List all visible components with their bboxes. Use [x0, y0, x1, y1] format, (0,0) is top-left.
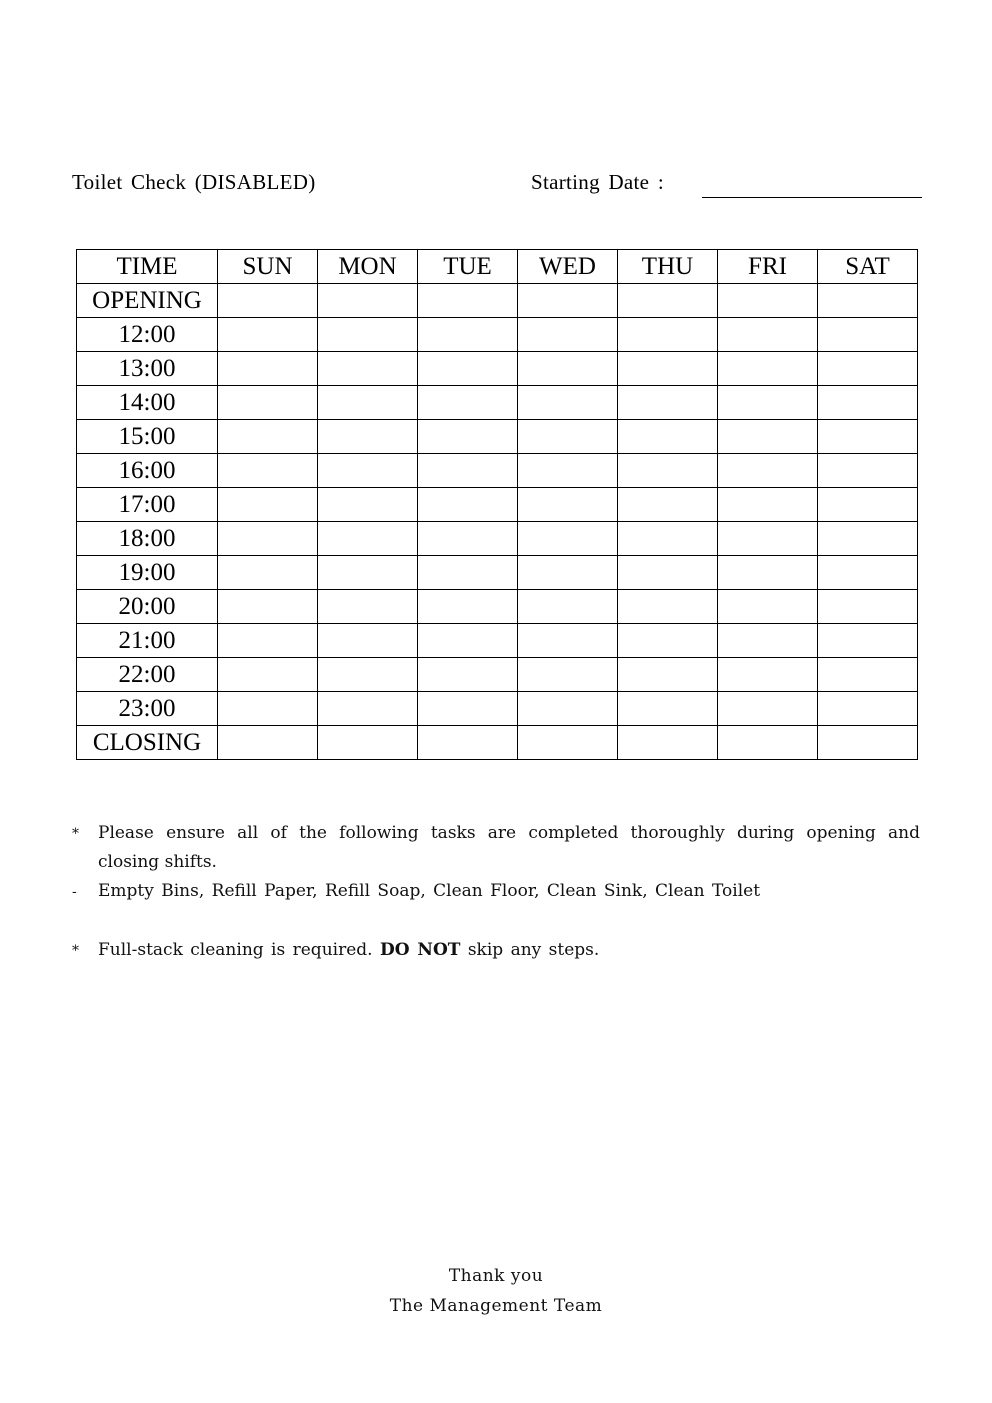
check-cell-sat[interactable] [818, 590, 918, 624]
check-cell-sun[interactable] [218, 658, 318, 692]
check-cell-fri[interactable] [718, 590, 818, 624]
check-cell-fri[interactable] [718, 386, 818, 420]
check-cell-tue[interactable] [418, 658, 518, 692]
check-cell-sat[interactable] [818, 420, 918, 454]
task-list-text: Empty Bins, Refill Paper, Refill Soap, Clean Floor, Clean Sink, Clean Toilet [98, 881, 761, 901]
column-header-tue: TUE [418, 250, 518, 284]
check-cell-tue[interactable] [418, 454, 518, 488]
check-cell-tue[interactable] [418, 726, 518, 760]
check-cell-tue[interactable] [418, 624, 518, 658]
check-cell-tue[interactable] [418, 590, 518, 624]
check-cell-wed[interactable] [518, 284, 618, 318]
check-cell-thu[interactable] [618, 624, 718, 658]
check-cell-sat[interactable] [818, 352, 918, 386]
check-cell-wed[interactable] [518, 454, 618, 488]
note-2 [72, 940, 600, 960]
check-cell-tue[interactable] [418, 318, 518, 352]
check-cell-tue[interactable] [418, 522, 518, 556]
check-cell-wed[interactable] [518, 522, 618, 556]
column-header-sun: SUN [218, 250, 318, 284]
check-cell-fri[interactable] [718, 352, 818, 386]
check-cell-mon[interactable] [318, 386, 418, 420]
header [72, 170, 922, 202]
time-label: 17:00 [77, 488, 218, 522]
table-row [77, 556, 918, 590]
check-cell-mon[interactable] [318, 420, 418, 454]
time-label: 18:00 [77, 522, 218, 556]
check-cell-tue[interactable] [418, 386, 518, 420]
check-cell-mon[interactable] [318, 454, 418, 488]
check-cell-mon[interactable] [318, 556, 418, 590]
check-cell-mon[interactable] [318, 726, 418, 760]
footer-signature: The Management Team [389, 1296, 603, 1316]
check-cell-thu[interactable] [618, 556, 718, 590]
check-cell-sun[interactable] [218, 488, 318, 522]
table-row [77, 386, 918, 420]
note-1-line-2: closing shifts. [98, 852, 217, 872]
check-cell-fri[interactable] [718, 284, 818, 318]
check-cell-sat[interactable] [818, 522, 918, 556]
table-row [77, 284, 918, 318]
check-cell-thu[interactable] [618, 726, 718, 760]
note-1-line-1: Please ensure all of the following tasks are completed thoroughly during opening and [98, 823, 920, 843]
check-cell-tue[interactable] [418, 692, 518, 726]
asterisk-icon: * [72, 943, 79, 959]
table-row [77, 522, 918, 556]
check-cell-thu[interactable] [618, 420, 718, 454]
time-label: CLOSING [77, 726, 218, 760]
column-header-sat: SAT [818, 250, 918, 284]
check-cell-mon[interactable] [318, 488, 418, 522]
check-cell-thu[interactable] [618, 692, 718, 726]
check-cell-fri[interactable] [718, 522, 818, 556]
check-cell-sun[interactable] [218, 386, 318, 420]
asterisk-icon: * [72, 826, 79, 842]
task-list [72, 881, 761, 901]
check-cell-mon[interactable] [318, 692, 418, 726]
check-cell-mon[interactable] [318, 590, 418, 624]
time-label: 21:00 [77, 624, 218, 658]
time-label: OPENING [77, 284, 218, 318]
time-label: 20:00 [77, 590, 218, 624]
time-label: 22:00 [77, 658, 218, 692]
check-cell-sat[interactable] [818, 488, 918, 522]
check-cell-wed[interactable] [518, 386, 618, 420]
table-row [77, 624, 918, 658]
check-cell-sun[interactable] [218, 318, 318, 352]
time-label: 16:00 [77, 454, 218, 488]
table-row [77, 318, 918, 352]
check-cell-wed[interactable] [518, 590, 618, 624]
starting-date-label: Starting Date : [531, 170, 664, 194]
check-cell-thu[interactable] [618, 658, 718, 692]
check-cell-sat[interactable] [818, 556, 918, 590]
check-cell-sun[interactable] [218, 420, 318, 454]
column-header-mon: MON [318, 250, 418, 284]
check-table [76, 249, 918, 760]
check-cell-mon[interactable] [318, 522, 418, 556]
footer-thanks: Thank you [448, 1266, 544, 1286]
check-cell-fri[interactable] [718, 556, 818, 590]
column-header-wed: WED [518, 250, 618, 284]
check-cell-mon[interactable] [318, 658, 418, 692]
check-cell-wed[interactable] [518, 658, 618, 692]
check-cell-wed[interactable] [518, 420, 618, 454]
column-header-fri: FRI [718, 250, 818, 284]
check-cell-mon[interactable] [318, 352, 418, 386]
time-label: 19:00 [77, 556, 218, 590]
check-cell-wed[interactable] [518, 488, 618, 522]
table-header-row [77, 250, 918, 284]
note-1 [72, 823, 920, 843]
table-body [77, 284, 918, 760]
check-cell-thu[interactable] [618, 386, 718, 420]
check-cell-thu[interactable] [618, 454, 718, 488]
check-cell-sun[interactable] [218, 522, 318, 556]
check-cell-fri[interactable] [718, 488, 818, 522]
note-2-post: skip any steps. [467, 940, 600, 960]
check-cell-tue[interactable] [418, 284, 518, 318]
check-cell-fri[interactable] [718, 726, 818, 760]
check-cell-sun[interactable] [218, 726, 318, 760]
check-cell-sun[interactable] [218, 352, 318, 386]
table-row [77, 658, 918, 692]
check-cell-fri[interactable] [718, 692, 818, 726]
check-cell-sat[interactable] [818, 658, 918, 692]
check-cell-sat[interactable] [818, 454, 918, 488]
table-row [77, 726, 918, 760]
check-cell-sat[interactable] [818, 624, 918, 658]
check-cell-sun[interactable] [218, 556, 318, 590]
column-header-time: TIME [77, 250, 218, 284]
note-2-text [98, 940, 599, 960]
page-title: Toilet Check (DISABLED) [72, 170, 316, 194]
check-cell-sun[interactable] [218, 284, 318, 318]
note-2-emphasis: DO NOT [379, 940, 461, 960]
check-cell-sat[interactable] [818, 386, 918, 420]
check-cell-sat[interactable] [818, 692, 918, 726]
time-label: 23:00 [77, 692, 218, 726]
table-row [77, 692, 918, 726]
check-cell-sun[interactable] [218, 454, 318, 488]
time-label: 12:00 [77, 318, 218, 352]
check-cell-sat[interactable] [818, 284, 918, 318]
check-cell-wed[interactable] [518, 692, 618, 726]
check-cell-fri[interactable] [718, 454, 818, 488]
check-cell-sat[interactable] [818, 726, 918, 760]
check-cell-wed[interactable] [518, 352, 618, 386]
time-label: 15:00 [77, 420, 218, 454]
check-cell-sun[interactable] [218, 692, 318, 726]
check-cell-mon[interactable] [318, 318, 418, 352]
check-cell-wed[interactable] [518, 556, 618, 590]
check-cell-fri[interactable] [718, 658, 818, 692]
table-row [77, 454, 918, 488]
check-cell-fri[interactable] [718, 624, 818, 658]
check-cell-tue[interactable] [418, 488, 518, 522]
starting-date-field[interactable] [702, 197, 922, 198]
check-cell-tue[interactable] [418, 556, 518, 590]
check-cell-sun[interactable] [218, 590, 318, 624]
check-cell-tue[interactable] [418, 420, 518, 454]
check-cell-thu[interactable] [618, 590, 718, 624]
check-cell-thu[interactable] [618, 522, 718, 556]
check-cell-thu[interactable] [618, 284, 718, 318]
table-row [77, 420, 918, 454]
check-cell-mon[interactable] [318, 284, 418, 318]
check-cell-thu[interactable] [618, 318, 718, 352]
check-cell-thu[interactable] [618, 352, 718, 386]
check-cell-sat[interactable] [818, 318, 918, 352]
column-header-thu: THU [618, 250, 718, 284]
check-cell-thu[interactable] [618, 488, 718, 522]
table-row [77, 590, 918, 624]
check-cell-tue[interactable] [418, 352, 518, 386]
check-cell-wed[interactable] [518, 318, 618, 352]
time-label: 14:00 [77, 386, 218, 420]
table-row [77, 352, 918, 386]
check-cell-mon[interactable] [318, 624, 418, 658]
check-cell-fri[interactable] [718, 420, 818, 454]
table-row [77, 488, 918, 522]
check-cell-sun[interactable] [218, 624, 318, 658]
check-cell-wed[interactable] [518, 726, 618, 760]
time-label: 13:00 [77, 352, 218, 386]
check-cell-fri[interactable] [718, 318, 818, 352]
check-cell-wed[interactable] [518, 624, 618, 658]
dash-icon: - [72, 884, 77, 900]
note-2-pre: Full-stack cleaning is required. [98, 940, 373, 960]
